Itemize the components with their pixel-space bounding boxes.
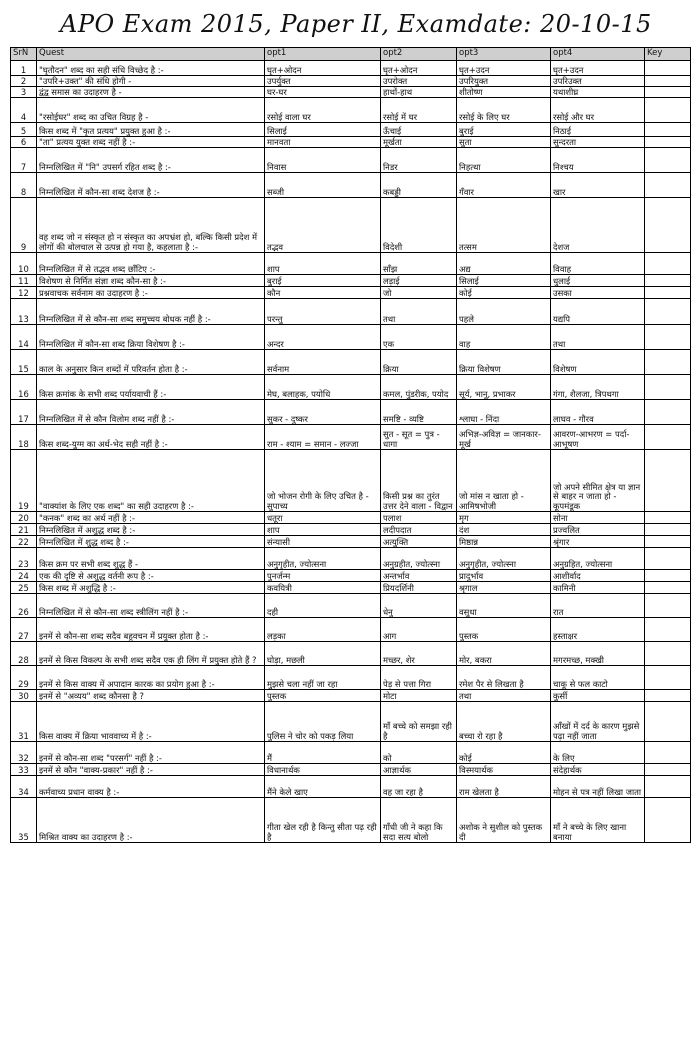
- question-cell: निम्नलिखित में से तद्भव शब्द छाँटिए :-: [37, 253, 265, 275]
- question-cell: किस शब्द में अशुद्धि है :-: [37, 582, 265, 594]
- option1-cell: परन्तु: [265, 299, 381, 325]
- option4-cell: संदेहार्थक: [551, 764, 645, 776]
- serial-cell: 26: [11, 594, 37, 618]
- serial-cell: 10: [11, 253, 37, 275]
- option1-cell: पुनर्जन्म: [265, 570, 381, 582]
- option2-cell: प्रियदर्शिनी: [381, 582, 457, 594]
- option4-cell: रात: [551, 594, 645, 618]
- key-cell: [645, 61, 691, 76]
- table-row: [11, 570, 691, 582]
- table-row: [11, 123, 691, 137]
- option3-cell: सुता: [457, 137, 551, 148]
- table-row: [11, 198, 691, 253]
- option2-cell: माँ बच्चे को समझा रही है: [381, 702, 457, 742]
- option1-cell: मुझसे चला नहीं जा रहा: [265, 666, 381, 690]
- serial-cell: 21: [11, 524, 37, 536]
- option4-cell: निठाई: [551, 123, 645, 137]
- serial-cell: 18: [11, 425, 37, 450]
- key-cell: [645, 594, 691, 618]
- option1-cell: मानवता: [265, 137, 381, 148]
- option3-cell: अद्य: [457, 253, 551, 275]
- option4-cell: आशीर्वाद: [551, 570, 645, 582]
- option1-cell: विधानार्थक: [265, 764, 381, 776]
- question-cell: "घृतौदन" शब्द का सही संधि विच्छेद है :-: [37, 61, 265, 76]
- option2-cell: लदीपदात: [381, 524, 457, 536]
- question-cell: द्वंद्व समास का उदाहरण है -: [37, 87, 265, 98]
- option3-cell: तत्सम: [457, 198, 551, 253]
- option2-cell: तथा: [381, 299, 457, 325]
- serial-cell: 29: [11, 666, 37, 690]
- option3-cell: घृत+उदन: [457, 61, 551, 76]
- option1-cell: अनुगृहीत, ज्योत्सना: [265, 548, 381, 570]
- option4-cell: जो अपने सीमित क्षेत्र या ज्ञान से बाहर न जाता हो - कूपमंडूक: [551, 450, 645, 512]
- key-cell: [645, 536, 691, 548]
- option4-cell: मोहन से पत्र नहीं लिखा जाता: [551, 776, 645, 798]
- question-cell: इनमें से किस वाक्य में अपादान कारक का प्रयोग हुआ है :-: [37, 666, 265, 690]
- table-row: [11, 536, 691, 548]
- table-row: [11, 594, 691, 618]
- option4-cell: लाघव - गौरव: [551, 400, 645, 425]
- question-cell: प्रश्नवाचक सर्वनाम का उदाहरण है :-: [37, 287, 265, 299]
- key-cell: [645, 702, 691, 742]
- option2-cell: जो: [381, 287, 457, 299]
- option1-cell: शाप: [265, 524, 381, 536]
- key-cell: [645, 425, 691, 450]
- option1-cell: तद्भव: [265, 198, 381, 253]
- serial-cell: 33: [11, 764, 37, 776]
- option1-cell: घर-घर: [265, 87, 381, 98]
- col-header-srno: SrN: [11, 48, 37, 61]
- key-cell: [645, 198, 691, 253]
- table-row: [11, 325, 691, 350]
- option2-cell: अत्युक्ति: [381, 536, 457, 548]
- serial-cell: 15: [11, 350, 37, 375]
- key-cell: [645, 123, 691, 137]
- option3-cell: पहले: [457, 299, 551, 325]
- option2-cell: समष्टि - व्यष्टि: [381, 400, 457, 425]
- option3-cell: सिलाई: [457, 275, 551, 287]
- question-cell: किस शब्द-युग्म का अर्थ-भेद सही नहीं है :-: [37, 425, 265, 450]
- table-row: [11, 776, 691, 798]
- serial-cell: 12: [11, 287, 37, 299]
- option1-cell: कवयित्री: [265, 582, 381, 594]
- col-header-key: Key: [645, 48, 691, 61]
- question-cell: काल के अनुसार किन शब्दों में परिवर्तन होता है :-: [37, 350, 265, 375]
- key-cell: [645, 642, 691, 666]
- option2-cell: मच्छर, शेर: [381, 642, 457, 666]
- option2-cell: अन्तर्भाव: [381, 570, 457, 582]
- table-row: [11, 548, 691, 570]
- option1-cell: कौन: [265, 287, 381, 299]
- table-row: [11, 798, 691, 843]
- option3-cell: मिष्ठान्न: [457, 536, 551, 548]
- option3-cell: अभिज्ञ-अविज्ञ = जानकार-मूर्ख: [457, 425, 551, 450]
- option1-cell: निवास: [265, 148, 381, 173]
- question-cell: इनमें से "अव्यय" शब्द कौनसा है ?: [37, 690, 265, 702]
- page-title: APO Exam 2015, Paper II, Examdate: 20-10-15: [60, 10, 652, 38]
- table-row: [11, 702, 691, 742]
- question-cell: विशेषण से निर्मित संज्ञा शब्द कौन-सा है :-: [37, 275, 265, 287]
- option3-cell: श्रृगाल: [457, 582, 551, 594]
- table-row: [11, 524, 691, 536]
- option3-cell: उपरियुक्त: [457, 76, 551, 87]
- table-row: [11, 375, 691, 400]
- key-cell: [645, 582, 691, 594]
- option3-cell: पुस्तक: [457, 618, 551, 642]
- question-cell: "रसोईघर" शब्द का उचित विग्रह है -: [37, 98, 265, 123]
- table-row: [11, 450, 691, 512]
- option2-cell: रसोई में घर: [381, 98, 457, 123]
- option4-cell: के लिए: [551, 742, 645, 764]
- option4-cell: देशज: [551, 198, 645, 253]
- option3-cell: कोई: [457, 287, 551, 299]
- option3-cell: शीतोष्ण: [457, 87, 551, 98]
- table-row: [11, 76, 691, 87]
- table-row: [11, 666, 691, 690]
- option1-cell: अन्दर: [265, 325, 381, 350]
- table-row: [11, 287, 691, 299]
- table-row: [11, 137, 691, 148]
- key-cell: [645, 524, 691, 536]
- option3-cell: श्लाघा - निंदा: [457, 400, 551, 425]
- option3-cell: अशोक ने सुशील को पुस्तक दी: [457, 798, 551, 843]
- table-row: [11, 764, 691, 776]
- key-cell: [645, 742, 691, 764]
- option3-cell: मोर, बकरा: [457, 642, 551, 666]
- table-row: [11, 98, 691, 123]
- key-cell: [645, 148, 691, 173]
- key-cell: [645, 548, 691, 570]
- option4-cell: उसका: [551, 287, 645, 299]
- serial-cell: 32: [11, 742, 37, 764]
- option1-cell: मैंने केले खाए: [265, 776, 381, 798]
- question-cell: "वाक्यांश के लिए एक शब्द" का सही उदाहरण है :-: [37, 450, 265, 512]
- serial-cell: 7: [11, 148, 37, 173]
- key-cell: [645, 450, 691, 512]
- option1-cell: घोड़ा, मछली: [265, 642, 381, 666]
- table-row: [11, 425, 691, 450]
- option2-cell: ऊँचाई: [381, 123, 457, 137]
- question-sheet: [10, 47, 691, 843]
- option3-cell: प्रादुर्भाव: [457, 570, 551, 582]
- question-cell: निम्नलिखित में कौन-सा शब्द देशज है :-: [37, 173, 265, 198]
- option2-cell: निडर: [381, 148, 457, 173]
- option3-cell: रमेश पैर से लिखता है: [457, 666, 551, 690]
- key-cell: [645, 137, 691, 148]
- key-cell: [645, 512, 691, 524]
- serial-cell: 24: [11, 570, 37, 582]
- option1-cell: सिलाई: [265, 123, 381, 137]
- option4-cell: आँखों में दर्द के कारण मुझसे पढ़ा नहीं जाता: [551, 702, 645, 742]
- option4-cell: माँ ने बच्चे के लिए खाना बनाया: [551, 798, 645, 843]
- option1-cell: लड़का: [265, 618, 381, 642]
- option4-cell: विशेषण: [551, 350, 645, 375]
- key-cell: [645, 570, 691, 582]
- option3-cell: विस्मयार्थक: [457, 764, 551, 776]
- option2-cell: वह जा रहा है: [381, 776, 457, 798]
- option4-cell: रसोई और घर: [551, 98, 645, 123]
- option4-cell: खार: [551, 173, 645, 198]
- question-cell: इनमें से कौन-सा शब्द सदैव बहुवचन में प्रयुक्त होता है :-: [37, 618, 265, 642]
- question-cell: किस क्रम पर सभी शब्द शुद्ध हैं -: [37, 548, 265, 570]
- question-cell: निम्नलिखित में से कौन-सा शब्द समुच्चय बोधक नहीं है :-: [37, 299, 265, 325]
- table-row: [11, 350, 691, 375]
- key-cell: [645, 275, 691, 287]
- option3-cell: तथा: [457, 690, 551, 702]
- option2-cell: एक: [381, 325, 457, 350]
- option2-cell: साँझ: [381, 253, 457, 275]
- option4-cell: हस्ताक्षर: [551, 618, 645, 642]
- option3-cell: रसोई के लिए घर: [457, 98, 551, 123]
- option3-cell: बच्चा रो रहा है: [457, 702, 551, 742]
- option3-cell: दंश: [457, 524, 551, 536]
- option2-cell: विदेशी: [381, 198, 457, 253]
- option2-cell: कबड्डी: [381, 173, 457, 198]
- key-cell: [645, 173, 691, 198]
- option4-cell: यद्यपि: [551, 299, 645, 325]
- option4-cell: श्रृंगार: [551, 536, 645, 548]
- option1-cell: मैं: [265, 742, 381, 764]
- question-cell: इनमें से कौन "वाक्य-प्रकार" नहीं है :-: [37, 764, 265, 776]
- serial-cell: 31: [11, 702, 37, 742]
- table-row: [11, 582, 691, 594]
- option4-cell: तथा: [551, 325, 645, 350]
- option4-cell: विवाह: [551, 253, 645, 275]
- option1-cell: दही: [265, 594, 381, 618]
- serial-cell: 22: [11, 536, 37, 548]
- key-cell: [645, 87, 691, 98]
- table-row: [11, 690, 691, 702]
- option3-cell: जो मांस न खाता हो - आमिषभोजी: [457, 450, 551, 512]
- question-cell: मिश्रित वाक्य का उदाहरण है :-: [37, 798, 265, 843]
- option1-cell: धतूरा: [265, 512, 381, 524]
- table-row: [11, 275, 691, 287]
- option1-cell: गीता खेल रही है किन्तु सीता पढ़ रही है: [265, 798, 381, 843]
- option1-cell: शाप: [265, 253, 381, 275]
- header-row: [11, 48, 691, 61]
- key-cell: [645, 299, 691, 325]
- col-header-opt2: opt2: [381, 48, 457, 61]
- option3-cell: राम खेलता है: [457, 776, 551, 798]
- key-cell: [645, 253, 691, 275]
- option3-cell: वसुधा: [457, 594, 551, 618]
- key-cell: [645, 350, 691, 375]
- option1-cell: बुराई: [265, 275, 381, 287]
- serial-cell: 2: [11, 76, 37, 87]
- serial-cell: 11: [11, 275, 37, 287]
- question-cell: किस वाक्य में क्रिया भाववाच्य में है :-: [37, 702, 265, 742]
- option2-cell: मूर्खता: [381, 137, 457, 148]
- option4-cell: अनुग्रहित, ज्योत्सना: [551, 548, 645, 570]
- key-cell: [645, 798, 691, 843]
- option1-cell: संन्यासी: [265, 536, 381, 548]
- option2-cell: सुत - सूत = पुत्र - धागा: [381, 425, 457, 450]
- table-row: [11, 400, 691, 425]
- serial-cell: 30: [11, 690, 37, 702]
- option4-cell: सोना: [551, 512, 645, 524]
- option2-cell: लड़ाई: [381, 275, 457, 287]
- question-cell: इनमें से किस विकल्प के सभी शब्द सदैव एक ही लिंग में प्रयुक्त होते हैं ?: [37, 642, 265, 666]
- option4-cell: निश्चय: [551, 148, 645, 173]
- serial-cell: 25: [11, 582, 37, 594]
- option1-cell: पुस्तक: [265, 690, 381, 702]
- serial-cell: 8: [11, 173, 37, 198]
- option3-cell: क्रिया विशेषण: [457, 350, 551, 375]
- col-header-opt1: opt1: [265, 48, 381, 61]
- serial-cell: 4: [11, 98, 37, 123]
- question-cell: "ता" प्रत्यय युक्त शब्द नहीं है :-: [37, 137, 265, 148]
- serial-cell: 14: [11, 325, 37, 350]
- option3-cell: मृग: [457, 512, 551, 524]
- table-row: [11, 148, 691, 173]
- serial-cell: 16: [11, 375, 37, 400]
- serial-cell: 28: [11, 642, 37, 666]
- table-row: [11, 299, 691, 325]
- table-row: [11, 173, 691, 198]
- option4-cell: मगरमच्छ, मक्खी: [551, 642, 645, 666]
- key-cell: [645, 764, 691, 776]
- key-cell: [645, 776, 691, 798]
- table-row: [11, 61, 691, 76]
- option3-cell: वाह: [457, 325, 551, 350]
- option2-cell: पेड़ से पत्ता गिरा: [381, 666, 457, 690]
- question-cell: निम्नलिखित में शुद्ध शब्द है :-: [37, 536, 265, 548]
- option1-cell: घृत+ओदन: [265, 61, 381, 76]
- question-cell: एक की दृष्टि से अशुद्ध वर्तनी रूप है :-: [37, 570, 265, 582]
- col-header-question: Quest: [37, 48, 265, 61]
- question-cell: निम्नलिखित में से कौन विलोम शब्द नहीं है :-: [37, 400, 265, 425]
- key-cell: [645, 375, 691, 400]
- table-row: [11, 512, 691, 524]
- serial-cell: 1: [11, 61, 37, 76]
- option2-cell: पलाश: [381, 512, 457, 524]
- question-cell: इनमें से कौन-सा शब्द "परसर्ग" नहीं है :-: [37, 742, 265, 764]
- option4-cell: धुलाई: [551, 275, 645, 287]
- question-cell: निम्नलिखित में कौन-सा शब्द क्रिया विशेषण है :-: [37, 325, 265, 350]
- option2-cell: कमल, पुंडरीक, पयोद: [381, 375, 457, 400]
- table-row: [11, 87, 691, 98]
- serial-cell: 17: [11, 400, 37, 425]
- serial-cell: 27: [11, 618, 37, 642]
- option4-cell: घृत+उदन: [551, 61, 645, 76]
- option2-cell: उपरोक्त: [381, 76, 457, 87]
- key-cell: [645, 76, 691, 87]
- question-cell: किस क्रमांक के सभी शब्द पर्यायवाची हैं :-: [37, 375, 265, 400]
- col-header-opt4: opt4: [551, 48, 645, 61]
- key-cell: [645, 325, 691, 350]
- option3-cell: अनुगृहीत, ज्योत्स्ना: [457, 548, 551, 570]
- option2-cell: को: [381, 742, 457, 764]
- option4-cell: कुर्सी: [551, 690, 645, 702]
- col-header-opt3: opt3: [457, 48, 551, 61]
- key-cell: [645, 666, 691, 690]
- option1-cell: सब्जी: [265, 173, 381, 198]
- option2-cell: किसी प्रश्न का तुरंत उत्तर देने वाला - विद्वान: [381, 450, 457, 512]
- serial-cell: 13: [11, 299, 37, 325]
- question-cell: निम्नलिखित में अशुद्ध शब्द है :-: [37, 524, 265, 536]
- option2-cell: आग: [381, 618, 457, 642]
- question-cell: निम्नलिखित में से कौन-सा शब्द स्त्रीलिंग नहीं है :-: [37, 594, 265, 618]
- option4-cell: कामिनी: [551, 582, 645, 594]
- serial-cell: 3: [11, 87, 37, 98]
- serial-cell: 5: [11, 123, 37, 137]
- option1-cell: उपर्युक्त: [265, 76, 381, 87]
- question-cell: "उपरि+उक्त" की संधि होगी -: [37, 76, 265, 87]
- question-cell: "कनक" शब्द का अर्थ नहीं है :-: [37, 512, 265, 524]
- serial-cell: 19: [11, 450, 37, 512]
- serial-cell: 20: [11, 512, 37, 524]
- option4-cell: उपरिउक्त: [551, 76, 645, 87]
- serial-cell: 34: [11, 776, 37, 798]
- option1-cell: रसोई वाला घर: [265, 98, 381, 123]
- option1-cell: सर्वनाम: [265, 350, 381, 375]
- option4-cell: प्रज्वलित: [551, 524, 645, 536]
- key-cell: [645, 400, 691, 425]
- key-cell: [645, 690, 691, 702]
- serial-cell: 6: [11, 137, 37, 148]
- option2-cell: मोटा: [381, 690, 457, 702]
- option3-cell: निहत्था: [457, 148, 551, 173]
- question-cell: कर्मवाच्य प्रधान वाक्य है :-: [37, 776, 265, 798]
- option2-cell: धेनु: [381, 594, 457, 618]
- serial-cell: 9: [11, 198, 37, 253]
- option2-cell: आज्ञार्थक: [381, 764, 457, 776]
- serial-cell: 23: [11, 548, 37, 570]
- table-row: [11, 742, 691, 764]
- option4-cell: यथाशीघ्र: [551, 87, 645, 98]
- option2-cell: अनुग्रहीत, ज्योत्स्ना: [381, 548, 457, 570]
- table-row: [11, 253, 691, 275]
- option2-cell: क्रिया: [381, 350, 457, 375]
- key-cell: [645, 618, 691, 642]
- option1-cell: पुलिस ने चोर को पकड़ लिया: [265, 702, 381, 742]
- option3-cell: कोई: [457, 742, 551, 764]
- question-cell: वह शब्द जो न संस्कृत हो न संस्कृत का अपभ्रंश हो, बल्कि किसी प्रदेश में लोगों की बोलचाल से उत्पन्न हो गया है, कहलाता है :-: [37, 198, 265, 253]
- option3-cell: सूर्य, भानु, प्रभाकर: [457, 375, 551, 400]
- option3-cell: बुराई: [457, 123, 551, 137]
- option1-cell: सुकर - दुष्कर: [265, 400, 381, 425]
- option4-cell: चाकू से फल काटो: [551, 666, 645, 690]
- option4-cell: आवरण-आभरण = पर्दा-आभूषण: [551, 425, 645, 450]
- option2-cell: हाथों-हाथ: [381, 87, 457, 98]
- option1-cell: मेघ, बलाहक, पयोधि: [265, 375, 381, 400]
- option3-cell: गँवार: [457, 173, 551, 198]
- question-cell: निम्नलिखित में "नि" उपसर्ग रहित शब्द है :-: [37, 148, 265, 173]
- key-cell: [645, 98, 691, 123]
- option2-cell: गाँधी जी ने कहा कि सदा सत्य बोलो: [381, 798, 457, 843]
- option4-cell: गंगा, शैलजा, त्रिपथगा: [551, 375, 645, 400]
- option4-cell: सुन्दरता: [551, 137, 645, 148]
- option1-cell: राम - श्याम = समान - लज्जा: [265, 425, 381, 450]
- table-row: [11, 642, 691, 666]
- option1-cell: जो भोजन रोगी के लिए उचित है - सुपाच्य: [265, 450, 381, 512]
- serial-cell: 35: [11, 798, 37, 843]
- key-cell: [645, 287, 691, 299]
- table-row: [11, 618, 691, 642]
- question-cell: किस शब्द में "कृत प्रत्यय" प्रयुक्त हुआ है :-: [37, 123, 265, 137]
- option2-cell: घृत+ओदन: [381, 61, 457, 76]
